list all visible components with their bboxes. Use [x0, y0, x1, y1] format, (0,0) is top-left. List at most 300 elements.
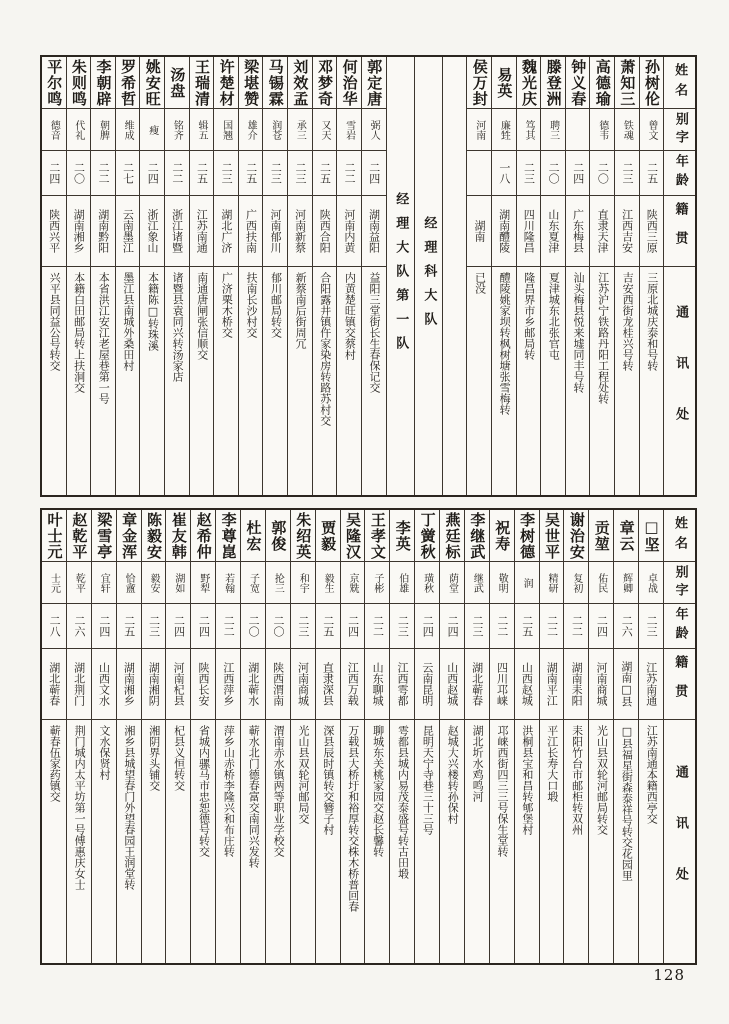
address-cell: □县福星街森泰祥号转交花园里 — [614, 719, 638, 963]
native-cell: 湖北蕲春 — [42, 648, 66, 719]
native-cell: 江苏南通 — [639, 648, 663, 719]
section-title: 经理大队第一队 — [393, 192, 409, 360]
native-cell: 陕西渭南 — [266, 648, 290, 719]
zi-cell: 雄介 — [239, 108, 263, 150]
age-cell: 二五 — [640, 150, 664, 195]
person-column — [290, 510, 315, 963]
name-cell: 平尔鸣 — [45, 58, 64, 107]
address-cell: 本省洪江安江老屋巷第一号 — [91, 266, 115, 495]
address-cell: 本籍陈□转珠溪 — [140, 266, 164, 495]
native-cell: 湖南湘乡 — [117, 648, 141, 719]
person-column — [439, 510, 464, 963]
native-cell: 湖南湘阴 — [142, 648, 166, 719]
address-cell: 已没 — [467, 266, 491, 495]
zi-cell: 又天 — [313, 108, 337, 150]
address-cell: 光山县双轮河邮局转交 — [589, 719, 613, 963]
address-cell: 昆明天宁寺巷三十三号 — [415, 719, 439, 963]
name-cell: 朱绍英 — [294, 511, 313, 560]
name-cell: 汤盘 — [168, 66, 187, 99]
address-cell: 诸暨县袁同兴转汤家店 — [165, 266, 189, 495]
name-cell: 章云 — [617, 519, 636, 552]
name-cell: 贡堃 — [592, 519, 611, 552]
zi-cell: 廉甡 — [492, 108, 516, 150]
person-column — [315, 510, 340, 963]
column-header-zi: 别字 — [664, 561, 695, 603]
name-cell: 滕登洲 — [544, 58, 563, 107]
native-cell: 江西雩都 — [390, 648, 414, 719]
person-column — [414, 510, 439, 963]
name-cell: 邓梦奇 — [316, 58, 334, 107]
zi-cell: 铭齐 — [165, 108, 189, 150]
age-cell: 二七 — [116, 150, 140, 195]
name-cell: 丁黉秋 — [418, 511, 437, 560]
person-column — [66, 510, 91, 963]
age-cell: 二三 — [465, 603, 489, 648]
person-column — [514, 510, 539, 963]
address-cell: 三原北城庆泰和号转 — [640, 266, 664, 495]
native-cell: 湖南黔阳 — [91, 195, 115, 266]
native-cell: 四川隆昌 — [517, 195, 541, 266]
column-header-address: 通讯处 — [664, 266, 695, 495]
native-cell: 陕西合阳 — [313, 195, 337, 266]
name-cell: 吴世平 — [543, 511, 562, 560]
column-header-address: 通讯处 — [664, 719, 695, 963]
native-cell: 湖南 — [467, 195, 491, 266]
zi-cell: 雪岩 — [337, 108, 361, 150]
zi-cell: 和宇 — [291, 561, 315, 603]
age-cell: 二〇 — [590, 150, 614, 195]
age-cell — [467, 150, 491, 195]
page-number: 128 — [653, 966, 685, 984]
name-cell: 罗希哲 — [119, 58, 138, 107]
zi-cell: 子彬 — [365, 561, 389, 603]
zi-cell: 承三 — [288, 108, 312, 150]
zi-cell: 野犁 — [191, 561, 215, 603]
address-cell: 杞县义恒转交 — [166, 719, 190, 963]
address-cell: 广济栗木桥交 — [214, 266, 238, 495]
section-title: 经理科大队 — [421, 216, 437, 336]
person-column — [565, 57, 590, 495]
name-cell: 许楚材 — [217, 58, 236, 107]
header-column — [663, 510, 695, 963]
section-title-column — [386, 57, 414, 495]
person-column — [141, 510, 166, 963]
age-cell: 二三 — [615, 150, 639, 195]
address-cell: 内黄楚旺镇交蔡村 — [337, 266, 361, 495]
age-cell: 二二 — [490, 603, 514, 648]
address-cell: 夏津城东北张官屯 — [541, 266, 565, 495]
zi-cell: 佑民 — [589, 561, 613, 603]
person-column — [215, 510, 240, 963]
native-cell: 直隶天津 — [590, 195, 614, 266]
address-cell: 汕头梅县悦来墟同丰号转 — [566, 266, 590, 495]
name-cell: 高德瑜 — [593, 58, 612, 107]
native-cell: 湖北蕲春 — [465, 648, 489, 719]
person-column — [165, 510, 190, 963]
zi-cell: 国翘 — [214, 108, 238, 150]
name-cell: 吴隆汉 — [344, 511, 363, 560]
zi-cell: 抡三 — [266, 561, 290, 603]
native-cell: 河南杞县 — [166, 648, 190, 719]
name-cell: 李树德 — [518, 511, 537, 560]
address-cell: 邛崃西街四三三号保生堂转 — [490, 719, 514, 963]
zi-cell: 代礼 — [67, 108, 91, 150]
header-column — [663, 57, 695, 495]
name-cell: 马锡霖 — [266, 58, 285, 107]
native-cell: 山西文水 — [92, 648, 116, 719]
native-cell: 河南商城 — [589, 648, 613, 719]
age-cell: 二四 — [140, 150, 164, 195]
roster-table-bottom — [40, 508, 697, 965]
native-cell: 山东夏津 — [541, 195, 565, 266]
zi-cell: 笃其 — [517, 108, 541, 150]
name-cell: 钟义春 — [569, 58, 588, 107]
name-cell: 魏光庆 — [519, 58, 538, 107]
address-cell: 郁川邮局转交 — [263, 266, 287, 495]
name-cell: 李朝辟 — [94, 58, 113, 107]
native-cell: 湖南湘乡 — [67, 195, 91, 266]
zi-cell: 曾文 — [640, 108, 664, 150]
age-cell: 二八 — [42, 603, 66, 648]
age-cell: 二三 — [288, 150, 312, 195]
address-cell: 江苏沪宁铁路丹阳工程处转 — [590, 266, 614, 495]
name-cell: 杜宏 — [244, 519, 263, 552]
native-cell: 四川邛崃 — [490, 648, 514, 719]
zi-cell: 恰盦 — [117, 561, 141, 603]
address-cell: 光山县双轮河邮局交 — [291, 719, 315, 963]
native-cell: 浙江象山 — [140, 195, 164, 266]
native-cell: 湖北荆门 — [67, 648, 91, 719]
age-cell: 二二 — [91, 150, 115, 195]
zi-cell: 士元 — [42, 561, 66, 603]
name-cell: 谢治安 — [567, 511, 586, 560]
person-column — [638, 510, 663, 963]
native-cell: 湖南醴陵 — [492, 195, 516, 266]
person-column — [190, 510, 215, 963]
age-cell: 二四 — [440, 603, 464, 648]
age-cell: 二五 — [515, 603, 539, 648]
native-cell: 江苏南通 — [190, 195, 214, 266]
zi-cell: 复初 — [564, 561, 588, 603]
age-cell: 二六 — [67, 603, 91, 648]
name-cell: 姚安旺 — [143, 58, 162, 107]
age-cell: 二三 — [142, 603, 166, 648]
person-column — [213, 57, 238, 495]
address-cell: 隆昌界市乡邮局转 — [517, 266, 541, 495]
name-cell: 刘效孟 — [291, 58, 310, 107]
person-column — [563, 510, 588, 963]
age-cell: 二四 — [362, 150, 386, 195]
person-column — [336, 57, 361, 495]
person-column — [238, 57, 263, 495]
name-cell: 侯万封 — [470, 58, 489, 107]
age-cell: 二四 — [191, 603, 215, 648]
column-header-zi: 别字 — [664, 108, 695, 150]
roster-table-top — [40, 55, 697, 497]
native-cell: 山西赵城 — [515, 648, 539, 719]
age-cell: 二〇 — [266, 603, 290, 648]
address-cell: 湖北圻水鸡鸣河 — [465, 719, 489, 963]
zi-cell: 维成 — [116, 108, 140, 150]
zi-cell: 敬明 — [490, 561, 514, 603]
native-cell: 直隶深县 — [316, 648, 340, 719]
address-cell: 扶南长沙村交 — [239, 266, 263, 495]
address-cell: 湘阴界头铺交 — [142, 719, 166, 963]
person-column — [262, 57, 287, 495]
address-cell: 墨江县南城外桑田村 — [116, 266, 140, 495]
native-cell: 江西吉安 — [615, 195, 639, 266]
person-column — [361, 57, 386, 495]
address-cell: 万载县大桥圩和裕厚转交株木桥普回春 — [341, 719, 365, 963]
name-cell: 王孝文 — [368, 511, 387, 560]
person-column — [466, 57, 491, 495]
age-cell: 二四 — [166, 603, 190, 648]
name-cell: 王瑞清 — [192, 58, 211, 107]
column-header-name: 姓名 — [671, 515, 687, 556]
address-cell: 醴陵姚家坝转枫树塘张雪梅转 — [492, 266, 516, 495]
native-cell: 山东聊城 — [365, 648, 389, 719]
name-cell: 梁堪赞 — [242, 58, 261, 107]
age-cell: 二三 — [517, 150, 541, 195]
name-cell: 朱则鸣 — [69, 58, 88, 107]
person-column — [164, 57, 189, 495]
address-cell: 雩都县城内易茂泰盛号转古田塅 — [390, 719, 414, 963]
native-cell: 陕西三原 — [640, 195, 664, 266]
native-cell: 江西万载 — [341, 648, 365, 719]
address-cell: 渭南赤水镇两等职业学校交 — [266, 719, 290, 963]
person-column — [42, 510, 66, 963]
person-column — [340, 510, 365, 963]
person-column — [516, 57, 541, 495]
name-cell: 陈毅安 — [145, 511, 164, 560]
zi-cell: 辉卿 — [614, 561, 638, 603]
address-cell: 吉安西街龙桂兴号转 — [615, 266, 639, 495]
native-cell: 广东梅县 — [566, 195, 590, 266]
age-cell: 二四 — [566, 150, 590, 195]
native-cell: 湖南益阳 — [362, 195, 386, 266]
age-cell: 二三 — [214, 150, 238, 195]
age-cell: 二五 — [239, 150, 263, 195]
person-column — [139, 57, 164, 495]
address-cell: 荆门城内太平坊第一号傅惠庆女士 — [67, 719, 91, 963]
zi-cell: 润 — [515, 561, 539, 603]
person-column — [540, 57, 565, 495]
column-header-native: 籍贯 — [664, 195, 695, 266]
address-cell: 深县辰时镇转交簪子村 — [316, 719, 340, 963]
address-cell: 萍乡山赤桥李隆兴和布庄转 — [216, 719, 240, 963]
age-cell: 二三 — [291, 603, 315, 648]
zi-cell: 璜秋 — [415, 561, 439, 603]
name-cell: 孙树伦 — [643, 58, 662, 107]
native-cell: 河南内黄 — [337, 195, 361, 266]
person-column — [115, 57, 140, 495]
address-cell: 江苏南通本籍西亭交 — [639, 719, 663, 963]
name-cell: 梁雪亭 — [95, 511, 114, 560]
column-header-name: 姓名 — [672, 62, 688, 103]
person-column — [240, 510, 265, 963]
address-cell: 赵城大兴楼转孙保村 — [440, 719, 464, 963]
zi-cell: 德韦 — [590, 108, 614, 150]
name-cell: 章金浑 — [120, 511, 139, 560]
zi-cell: 铁魂 — [615, 108, 639, 150]
zi-cell: 伯雄 — [390, 561, 414, 603]
column-header-age: 年龄 — [664, 603, 695, 648]
address-cell: 文水保贤村 — [92, 719, 116, 963]
address-cell: 平江长寿大口塅 — [540, 719, 564, 963]
address-cell: 益阳三堂街长生春保记交 — [362, 266, 386, 495]
native-cell: 广西扶南 — [239, 195, 263, 266]
person-column — [464, 510, 489, 963]
zi-cell: 乾平 — [67, 561, 91, 603]
age-cell: 二二 — [564, 603, 588, 648]
age-cell: 二二 — [540, 603, 564, 648]
zi-cell: 继武 — [465, 561, 489, 603]
native-cell: 陕西兴平 — [42, 195, 66, 266]
zi-cell: 河南 — [467, 108, 491, 150]
person-column — [91, 510, 116, 963]
name-cell: 贾毅 — [319, 519, 338, 552]
age-cell: 二四 — [589, 603, 613, 648]
native-cell: 山西赵城 — [440, 648, 464, 719]
person-column — [287, 57, 312, 495]
age-cell: 一八 — [492, 150, 516, 195]
age-cell: 二五 — [313, 150, 337, 195]
age-cell: 二四 — [341, 603, 365, 648]
person-column — [90, 57, 115, 495]
address-cell: 聊城东关桃家园交赵长馨转 — [365, 719, 389, 963]
name-cell: 何治华 — [340, 58, 359, 107]
person-column — [312, 57, 337, 495]
age-cell: 二二 — [165, 150, 189, 195]
age-cell: 二五 — [190, 150, 214, 195]
name-cell: 赵希仲 — [194, 511, 213, 560]
address-cell: 南通唐闸张信顺交 — [190, 266, 214, 495]
zi-cell: 瘦 — [140, 108, 164, 150]
person-column — [364, 510, 389, 963]
person-column — [639, 57, 664, 495]
address-cell: 合阳露井镇仵家染房转路苏村交 — [313, 266, 337, 495]
age-cell: 二四 — [92, 603, 116, 648]
native-cell: 陕西长安 — [191, 648, 215, 719]
name-cell: 燕廷标 — [443, 511, 462, 560]
age-cell: 二五 — [316, 603, 340, 648]
address-cell: 省城内骡马市忠恕德号转交 — [191, 719, 215, 963]
address-cell: 湘乡县城望春门外望春园王润堂转 — [117, 719, 141, 963]
address-cell: 兴平县同益公号转交 — [42, 266, 66, 495]
name-cell: 易英 — [495, 66, 514, 99]
age-cell: 二〇 — [541, 150, 565, 195]
native-cell: 云南昆明 — [415, 648, 439, 719]
person-column — [265, 510, 290, 963]
zi-cell: 荫堂 — [440, 561, 464, 603]
name-cell: 赵乾平 — [70, 511, 89, 560]
age-cell: 二四 — [415, 603, 439, 648]
zi-cell: 若翰 — [216, 561, 240, 603]
age-cell: 二二 — [337, 150, 361, 195]
person-column — [539, 510, 564, 963]
native-cell: 河南郁川 — [263, 195, 287, 266]
native-cell: 浙江诸暨 — [165, 195, 189, 266]
address-cell: 洪桐县宝和昌转郇堡村 — [515, 719, 539, 963]
native-cell: 湖北蕲水 — [241, 648, 265, 719]
age-cell: 二三 — [263, 150, 287, 195]
zi-cell: 子宽 — [241, 561, 265, 603]
person-column — [116, 510, 141, 963]
column-header-age: 年龄 — [664, 150, 695, 195]
name-cell: 叶士元 — [45, 511, 64, 560]
name-cell: 李尊崑 — [219, 511, 238, 560]
name-cell: 李继武 — [468, 511, 487, 560]
name-cell: □坚 — [642, 518, 661, 553]
name-cell: 郭定唐 — [365, 58, 384, 107]
age-cell: 二二 — [365, 603, 389, 648]
native-cell: 云南墨江 — [116, 195, 140, 266]
person-column — [613, 510, 638, 963]
age-cell: 二〇 — [241, 603, 265, 648]
column-header-native: 籍贯 — [664, 648, 695, 719]
zi-cell: 宜轩 — [92, 561, 116, 603]
zi-cell: 毅安 — [142, 561, 166, 603]
person-column — [389, 510, 414, 963]
native-cell: 河南新蔡 — [288, 195, 312, 266]
age-cell: 二三 — [639, 603, 663, 648]
age-cell: 二六 — [614, 603, 638, 648]
blank-column — [442, 57, 467, 495]
address-cell: 蕲春伍家药镇交 — [42, 719, 66, 963]
zi-cell: 辑五 — [190, 108, 214, 150]
address-cell: 耒阳竹台市邮柜转双州 — [564, 719, 588, 963]
native-cell: 湖南□县 — [614, 648, 638, 719]
zi-cell: 卓战 — [639, 561, 663, 603]
person-column — [614, 57, 639, 495]
native-cell: 湖南平江 — [540, 648, 564, 719]
person-column — [66, 57, 91, 495]
zi-cell: 京兟 — [341, 561, 365, 603]
zi-cell: 聘三 — [541, 108, 565, 150]
zi-cell: 毅生 — [316, 561, 340, 603]
zi-cell: 精研 — [540, 561, 564, 603]
name-cell: 崔友韩 — [169, 511, 188, 560]
address-cell: 本籍白田邮局转上扶洞交 — [67, 266, 91, 495]
age-cell: 二三 — [390, 603, 414, 648]
native-cell: 湖南耒阳 — [564, 648, 588, 719]
zi-cell: 弼人 — [362, 108, 386, 150]
age-cell: 二〇 — [67, 150, 91, 195]
section-title-column — [414, 57, 442, 495]
person-column — [189, 57, 214, 495]
zi-cell: 润苍 — [263, 108, 287, 150]
name-cell: 祝寿 — [493, 519, 512, 552]
age-cell: 二五 — [117, 603, 141, 648]
person-column — [588, 510, 613, 963]
person-column — [589, 57, 614, 495]
person-column — [42, 57, 66, 495]
zi-cell: 德音 — [42, 108, 66, 150]
address-cell: 蕲水北门德春富交南同兴发转 — [241, 719, 265, 963]
age-cell: 二四 — [42, 150, 66, 195]
native-cell: 江西萍乡 — [216, 648, 240, 719]
native-cell: 河南商城 — [291, 648, 315, 719]
name-cell: 郭俊 — [269, 519, 288, 552]
zi-cell: 朝脾 — [91, 108, 115, 150]
zi-cell — [566, 108, 590, 150]
native-cell: 湖北广济 — [214, 195, 238, 266]
person-column — [491, 57, 516, 495]
zi-cell: 湖如 — [166, 561, 190, 603]
age-cell: 二二 — [216, 603, 240, 648]
address-cell: 新蔡南后街周冗 — [288, 266, 312, 495]
name-cell: 李英 — [393, 519, 412, 552]
